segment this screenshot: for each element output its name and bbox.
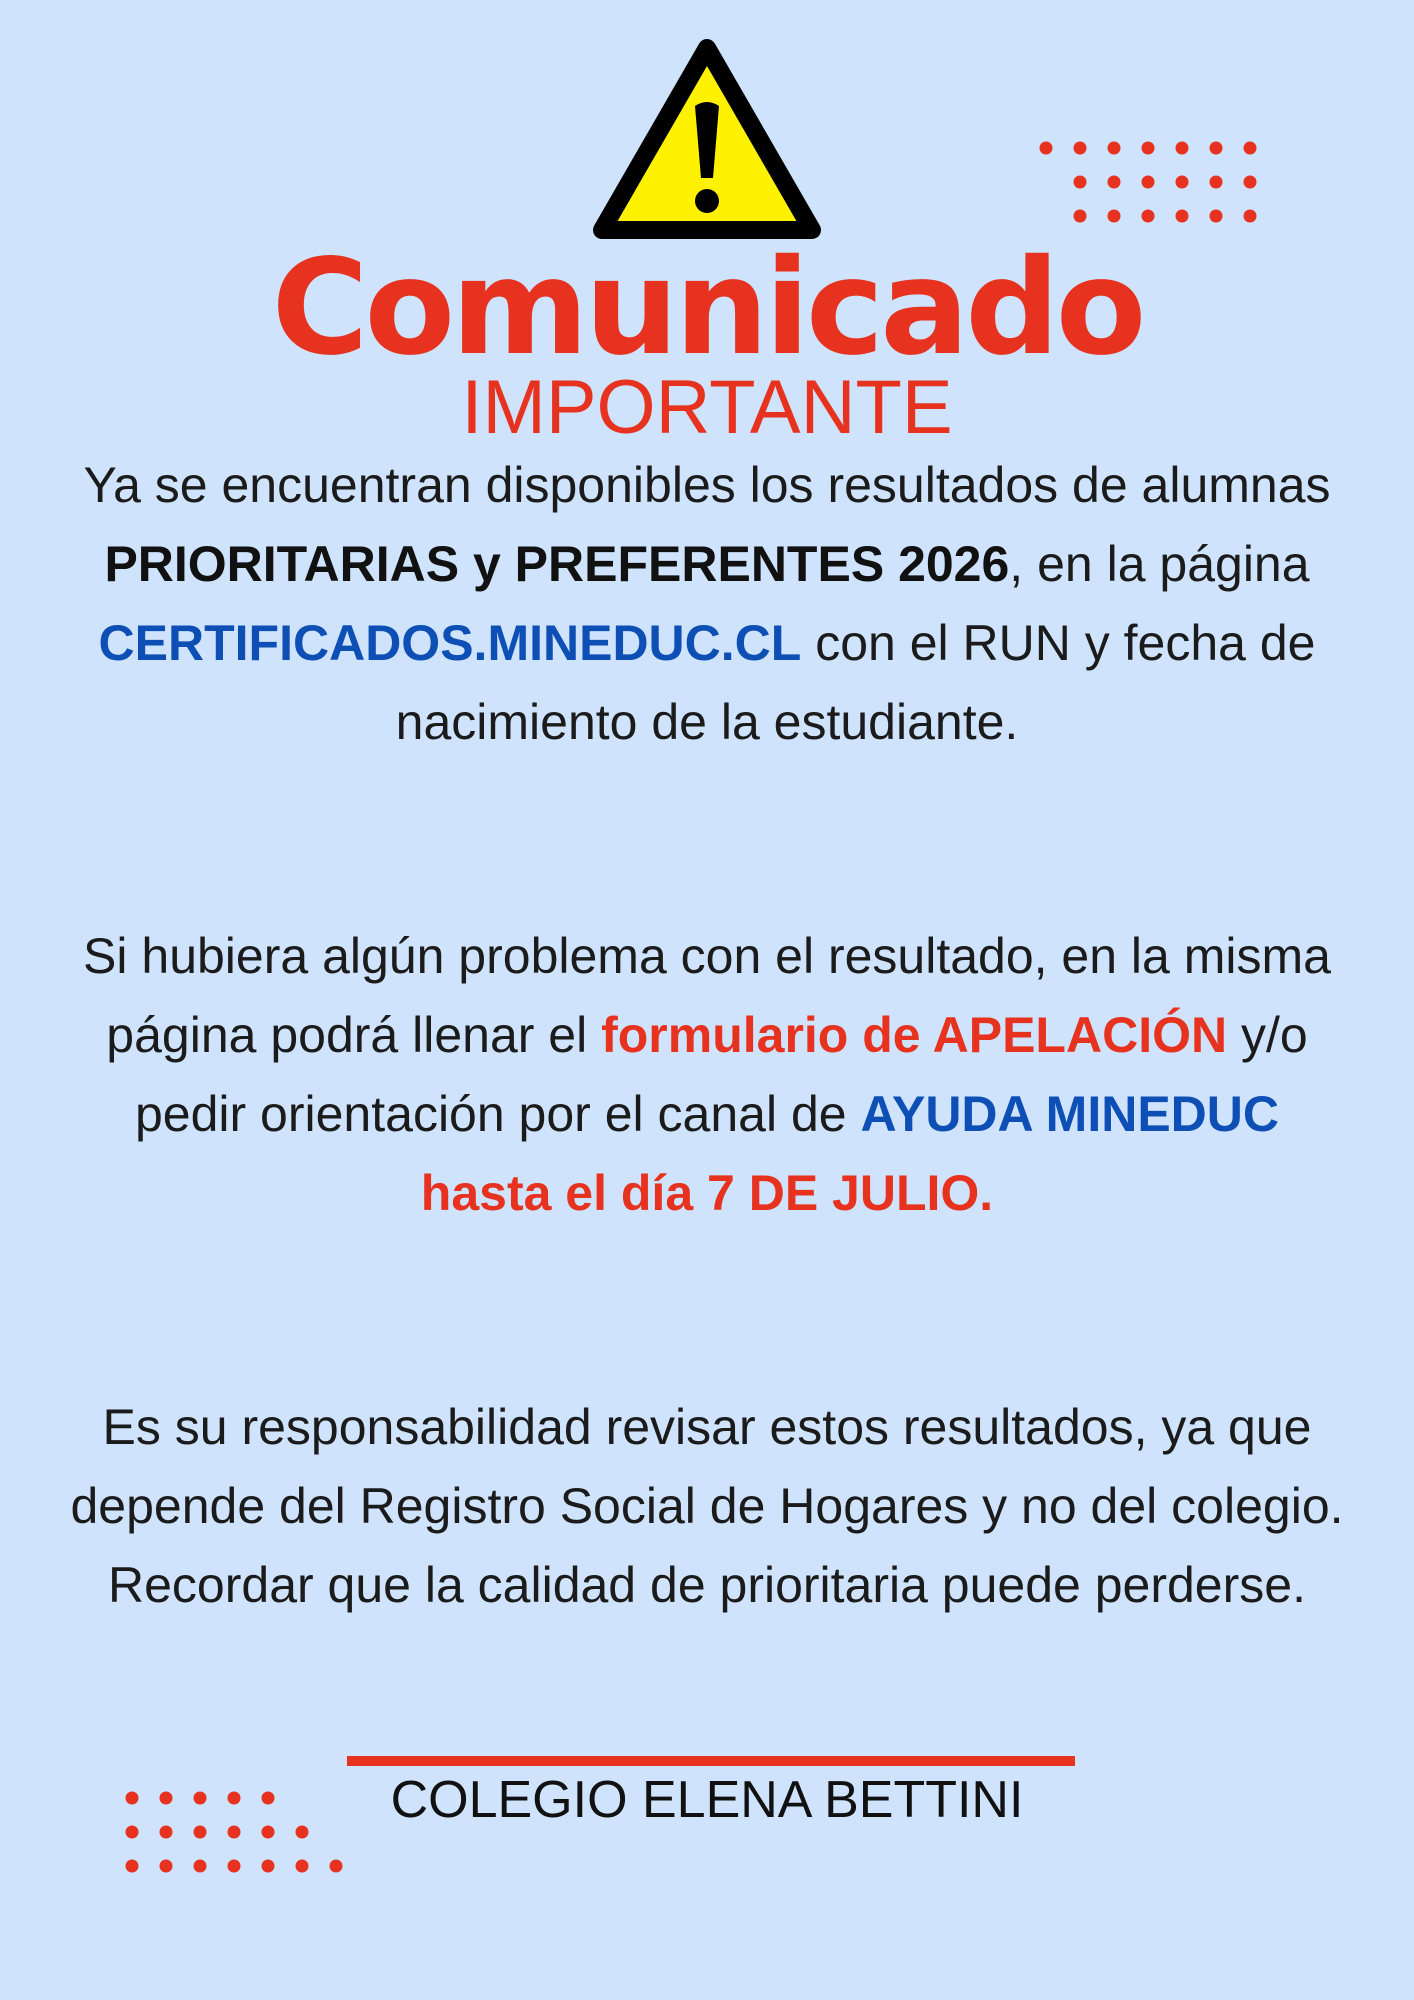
decorative-dot	[126, 1826, 139, 1839]
decorative-dot	[228, 1792, 241, 1805]
decorative-dot	[262, 1792, 275, 1805]
decorative-dot	[1176, 142, 1189, 155]
decorative-dot	[1074, 210, 1087, 223]
decorative-dot	[1108, 176, 1121, 189]
appeal-form-text: formulario de APELACIÓN	[601, 1007, 1228, 1063]
p1-text-1: Ya se encuentran disponibles los resultados de alumnas	[83, 457, 1331, 513]
decorative-dot	[1142, 176, 1155, 189]
paragraph-results	[70, 446, 1344, 762]
decorative-dot	[1074, 142, 1087, 155]
decorative-dot	[1074, 176, 1087, 189]
decorative-dot	[160, 1860, 173, 1873]
certificados-link[interactable]: CERTIFICADOS.MINEDUC.CL	[98, 615, 802, 671]
decorative-dot	[1176, 176, 1189, 189]
decorative-dot	[1040, 142, 1053, 155]
decorative-dot	[1244, 142, 1257, 155]
decorative-dot	[194, 1792, 207, 1805]
decorative-dot	[194, 1826, 207, 1839]
decorative-dot	[1244, 210, 1257, 223]
p2-text-2: y/o pedir orientación por el canal de	[134, 1007, 1308, 1142]
p1-text-3: con el RUN y fecha de nacimiento de la estudiante.	[395, 615, 1316, 750]
decorative-dot	[1108, 142, 1121, 155]
decorative-dot	[1210, 176, 1223, 189]
decorative-dots-top	[1038, 138, 1268, 228]
decorative-dot	[1142, 142, 1155, 155]
decorative-dot	[228, 1826, 241, 1839]
paragraph-responsibility: Es su responsabilidad revisar estos resultados, ya que depende del Registro Social de Hogares y no del colegio. Recordar que la calidad de prioritaria puede perderse.	[70, 1399, 1344, 1613]
decorative-dot	[1176, 210, 1189, 223]
decorative-dot	[126, 1860, 139, 1873]
decorative-dot	[194, 1860, 207, 1873]
decorative-dot	[126, 1792, 139, 1805]
decorative-dots-bottom	[118, 1782, 358, 1882]
paragraph-appeal	[70, 917, 1344, 1233]
warning-icon	[592, 38, 822, 243]
decorative-dot	[262, 1860, 275, 1873]
page-subtitle: IMPORTANTE	[461, 365, 953, 450]
p2-text-1: Si hubiera algún problema con el resultado, en la misma página podrá llenar el	[83, 928, 1331, 1063]
decorative-dot	[228, 1860, 241, 1873]
deadline-text: hasta el día 7 DE JULIO.	[420, 1165, 994, 1221]
decorative-dot	[1244, 176, 1257, 189]
decorative-dot	[1210, 210, 1223, 223]
decorative-dot	[296, 1826, 309, 1839]
school-name: COLEGIO ELENA BETTINI	[390, 1771, 1024, 1829]
decorative-dot	[160, 1826, 173, 1839]
decorative-dot	[160, 1792, 173, 1805]
decorative-dot	[1108, 210, 1121, 223]
p1-bold-priority: PRIORITARIAS y PREFERENTES 2026	[104, 536, 1010, 592]
decorative-dot	[330, 1860, 343, 1873]
decorative-dot	[296, 1860, 309, 1873]
footer-divider	[347, 1756, 1075, 1766]
decorative-dot	[1210, 142, 1223, 155]
decorative-dot	[1142, 210, 1155, 223]
ayuda-mineduc-text: AYUDA MINEDUC	[860, 1086, 1280, 1142]
p1-text-2: , en la página	[1009, 536, 1310, 592]
decorative-dot	[262, 1826, 275, 1839]
page-title: Comunicado	[271, 231, 1143, 385]
